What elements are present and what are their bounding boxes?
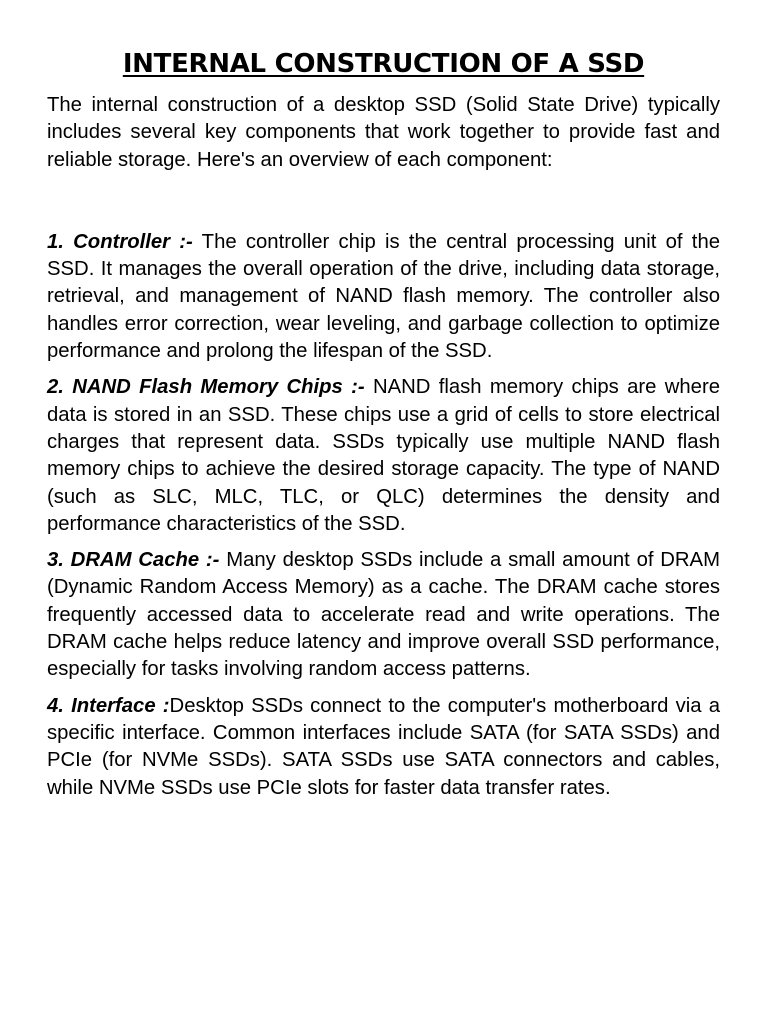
section-heading-dram-cache: 3. DRAM Cache :- [47, 549, 220, 572]
section-heading-interface: 4. Interface : [47, 694, 170, 717]
section-text-nand-flash: NAND flash memory chips are where data is stored in an SSD. These chips use a grid of cells to store electrical charges that represent data. SSDs typically use multiple NAND flash memory chips to achieve the desired storage capacity. The type of NAND (such as SLC, MLC, TLC, or QLC) determines the density and performance characteristics of the SSD. [47, 376, 720, 535]
section-text-interface: Desktop SSDs connect to the computer's motherboard via a specific interface. Common interfaces include SATA (for SATA SSDs) and PCIe (for NVMe SSDs). SATA SSDs use SATA connectors and cables, while NVMe SSDs use PCIe slots for faster data transfer rates. [47, 694, 721, 799]
section-interface [47, 693, 720, 802]
section-text-controller: The controller chip is the central processing unit of the SSD. It manages the overall operation of the drive, including data storage, retrieval, and management of NAND flash memory. The controller also handles error correction, wear leveling, and garbage collection to optimize performance and prolong the lifespan of the SSD. [47, 230, 721, 363]
section-heading-nand-flash: 2. NAND Flash Memory Chips :- [47, 376, 365, 399]
document-page [47, 44, 720, 811]
page-title: INTERNAL CONSTRUCTION OF A SSD [122, 49, 645, 79]
intro-paragraph: The internal construction of a desktop SSD (Solid State Drive) typically includes several key components that work together to provide fast and reliable storage. Here's an overview of each component: [47, 94, 720, 171]
section-dram-cache [47, 547, 720, 683]
section-text-dram-cache: Many desktop SSDs include a small amount of DRAM (Dynamic Random Access Memory) as a cache. The DRAM cache stores frequently accessed data to accelerate read and write operations. The DRAM cache helps reduce latency and improve overall SSD performance, especially for tasks involving random access patterns. [47, 549, 720, 681]
section-nand-flash [47, 374, 720, 538]
section-controller [47, 229, 720, 365]
section-heading-controller: 1. Controller :- [47, 230, 193, 253]
